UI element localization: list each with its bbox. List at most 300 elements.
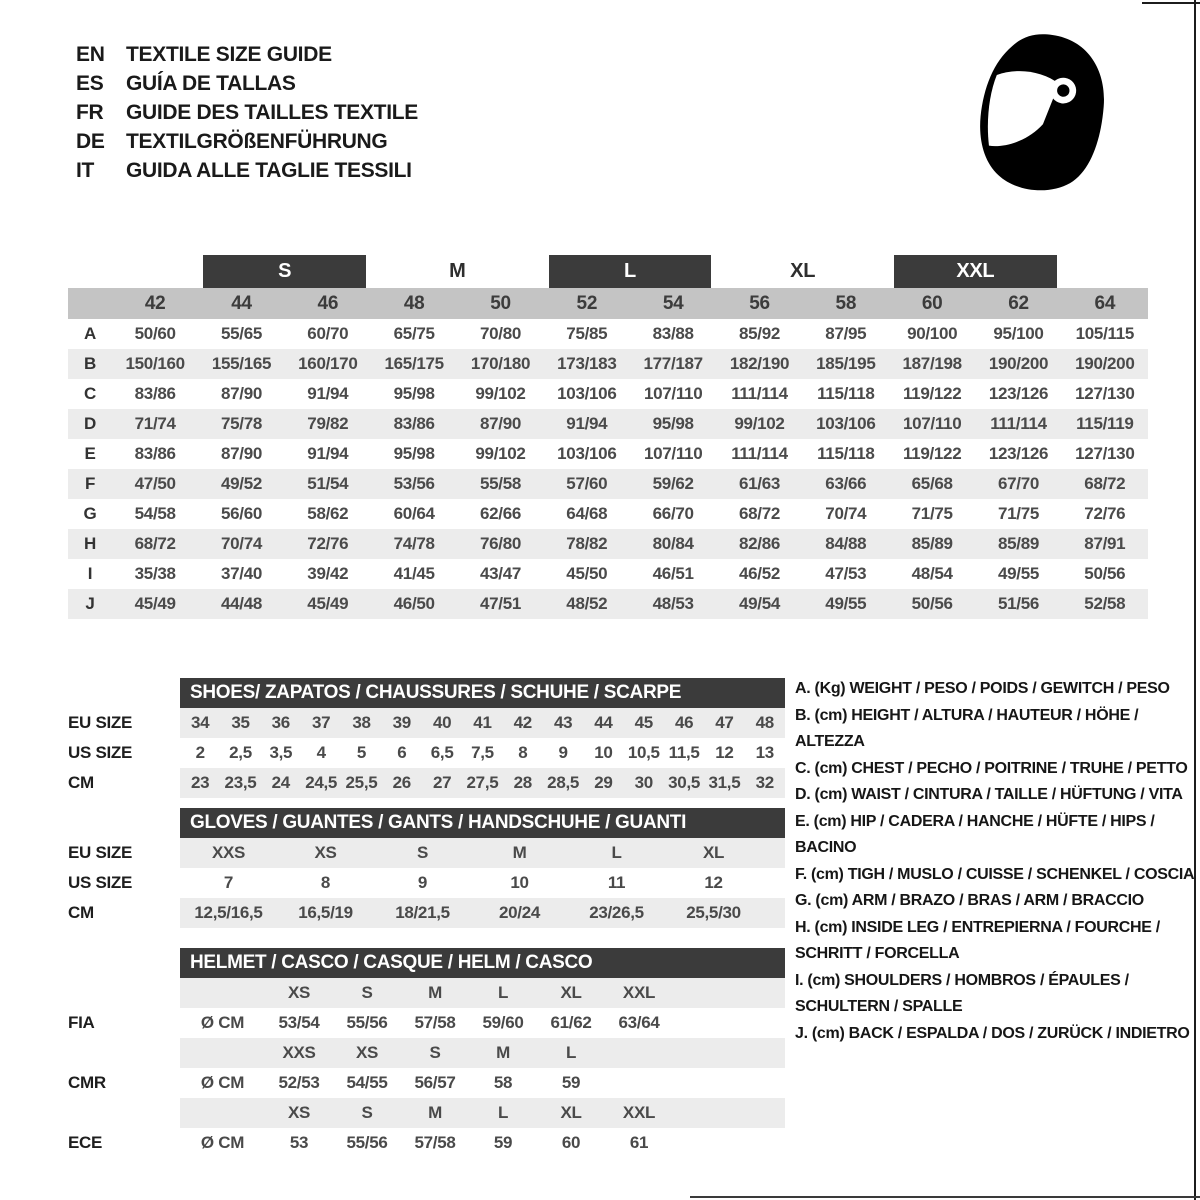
table-cell: 75/85 — [566, 324, 608, 343]
table-cell: 47/50 — [134, 474, 176, 493]
table-cell: 51/54 — [307, 474, 349, 493]
table-cell: 61 — [629, 1133, 649, 1152]
row-filler — [673, 1008, 785, 1038]
table-cell: 2,5 — [229, 743, 252, 762]
table-cell: 13 — [755, 743, 774, 762]
guide-title: GUIDE DES TAILLES TEXTILE — [126, 101, 418, 124]
table-cell: 123/126 — [988, 384, 1049, 403]
table-cell: 68/72 — [738, 504, 781, 523]
table-cell: 63/66 — [825, 474, 867, 493]
table-cell: 75/78 — [220, 414, 263, 433]
shoes-row-us-size — [68, 738, 785, 768]
table-cell: 87/91 — [1084, 534, 1126, 553]
row-values — [180, 1128, 785, 1158]
table-cell: 119/122 — [902, 384, 962, 403]
row-filler — [673, 1128, 785, 1158]
size-label-cell: M — [496, 1043, 510, 1062]
helmet-sizes-row-fia — [68, 978, 785, 1008]
table-cell: 16,5/19 — [298, 903, 353, 922]
table-cell: 48/52 — [566, 594, 608, 613]
table-cell: 72/76 — [307, 534, 349, 553]
table-cell: 8 — [518, 743, 528, 762]
table-cell: 60/64 — [393, 504, 435, 523]
size-number-cell: 58 — [835, 293, 857, 314]
table-cell: 12 — [715, 743, 734, 762]
unit-cell — [180, 1038, 265, 1068]
table-cell: 55/58 — [479, 474, 522, 493]
table-cell: 48/53 — [652, 594, 694, 613]
racing-helmet-icon — [972, 28, 1112, 198]
size-number-cell: 44 — [231, 293, 252, 314]
table-cell: 50/60 — [134, 324, 176, 343]
size-group-s: S — [203, 255, 366, 288]
row-filler — [673, 1098, 785, 1128]
unit-cell — [180, 978, 265, 1008]
standard-label: CMR — [68, 1073, 106, 1092]
table-cell: 95/100 — [993, 324, 1044, 343]
table-cell: XXS — [211, 843, 246, 862]
table-cell: 4 — [316, 743, 326, 762]
table-cell: 115/118 — [817, 444, 875, 463]
unit-cell — [180, 1098, 265, 1128]
language-code: IT — [76, 159, 95, 182]
table-cell: 70/74 — [825, 504, 867, 523]
size-label-cell: XXL — [622, 1103, 656, 1122]
table-cell: 95/98 — [652, 414, 694, 433]
table-cell: 58/62 — [307, 504, 349, 523]
row-label: F — [84, 474, 96, 493]
row-label: US SIZE — [68, 743, 133, 762]
size-label-cell: XXS — [282, 1043, 316, 1062]
table-cell: 9 — [558, 743, 568, 762]
table-cell: 80/84 — [652, 534, 694, 553]
table-cell: 177/187 — [643, 354, 703, 373]
table-cell: 46/51 — [652, 564, 694, 583]
table-cell: 76/80 — [479, 534, 522, 553]
row-values — [180, 1008, 785, 1038]
page-border-bottom-line — [690, 1196, 1200, 1198]
size-label-cell: S — [361, 983, 373, 1002]
table-cell: 68/72 — [134, 534, 176, 553]
size-label-cell: L — [565, 1043, 577, 1062]
table-cell: 35/38 — [134, 564, 176, 583]
gloves-row-cm — [68, 898, 785, 928]
standard-label: FIA — [68, 1013, 95, 1032]
table-cell: 24,5 — [305, 773, 338, 792]
row-label: EU SIZE — [68, 843, 133, 862]
table-cell: 65/75 — [393, 324, 435, 343]
table-cell: 23 — [191, 773, 210, 792]
table-cell: 49/54 — [738, 594, 781, 613]
table-cell: 57/58 — [414, 1133, 456, 1152]
helmet-sizes-row-cmr — [68, 1038, 785, 1068]
table-cell: 87/90 — [220, 444, 263, 463]
table-cell: 83/86 — [134, 444, 176, 463]
table-cell: 79/82 — [307, 414, 349, 433]
size-number-cell: 48 — [403, 293, 425, 314]
table-cell: 105/115 — [1075, 324, 1135, 343]
language-title-item — [76, 127, 418, 156]
table-cell: 78/82 — [566, 534, 608, 553]
table-cell: 7,5 — [471, 743, 494, 762]
table-cell: 95/98 — [393, 384, 435, 403]
table-cell: 182/190 — [729, 354, 790, 373]
measurement-row-j — [68, 589, 1148, 619]
size-number-cell: 54 — [662, 293, 684, 314]
size-number-cell: 56 — [749, 293, 770, 314]
table-cell: 68/72 — [1084, 474, 1126, 493]
table-cell: 85/89 — [911, 534, 953, 553]
row-values — [180, 1038, 785, 1068]
table-cell: 30,5 — [668, 773, 701, 792]
shoes-size-table — [68, 678, 785, 798]
guide-title: TEXTILE SIZE GUIDE — [126, 43, 332, 66]
measurement-legend — [795, 676, 1195, 1047]
language-code: EN — [76, 43, 105, 66]
size-label-cell — [605, 1038, 673, 1068]
measurement-row-e — [68, 439, 1148, 469]
row-filler — [673, 978, 785, 1008]
language-code: FR — [76, 101, 104, 124]
table-cell: 127/130 — [1075, 384, 1135, 403]
table-cell: 47/51 — [479, 594, 522, 613]
shoes-table-title: SHOES/ ZAPATOS / CHAUSSURES / SCHUHE / SCARPE — [180, 678, 785, 708]
row-label: J — [85, 594, 95, 613]
table-cell: 28 — [513, 773, 532, 792]
table-cell: 30 — [634, 773, 653, 792]
table-cell: 66/70 — [652, 504, 694, 523]
table-cell: 119/122 — [902, 444, 962, 463]
language-code: ES — [76, 72, 104, 95]
guide-title: GUÍA DE TALLAS — [126, 72, 296, 95]
table-cell: 111/114 — [731, 444, 788, 463]
table-cell: 150/160 — [125, 354, 185, 373]
table-cell: 59 — [493, 1133, 513, 1152]
table-cell: 55/65 — [220, 324, 263, 343]
table-cell: 123/126 — [988, 444, 1049, 463]
table-cell: 39 — [392, 713, 411, 732]
guide-title: GUIDA ALLE TAGLIE TESSILI — [126, 159, 412, 182]
table-cell: 48 — [755, 713, 774, 732]
table-cell: 107/110 — [643, 384, 703, 403]
size-number-cell: 42 — [144, 293, 166, 314]
table-cell: 10,5 — [627, 743, 660, 762]
table-cell: 91/94 — [307, 444, 349, 463]
table-cell: 5 — [356, 743, 367, 762]
table-cell: 67/70 — [997, 474, 1040, 493]
table-cell: 41/45 — [393, 564, 435, 583]
table-cell: 190/200 — [988, 354, 1049, 373]
table-cell: 85/92 — [738, 324, 781, 343]
size-label-cell: S — [361, 1103, 373, 1122]
table-cell: 12 — [704, 873, 723, 892]
size-number-row — [68, 288, 1148, 319]
table-cell: 185/195 — [816, 354, 876, 373]
table-cell: 82/86 — [738, 534, 781, 553]
table-cell: 49/55 — [825, 594, 867, 613]
table-cell: 25,5/30 — [686, 903, 741, 922]
measurement-row-b — [68, 349, 1148, 379]
table-cell: 42 — [513, 713, 532, 732]
table-cell: 55/56 — [346, 1013, 388, 1032]
size-label-cell: XS — [287, 983, 311, 1002]
table-cell: 25,5 — [345, 773, 378, 792]
gloves-table-title: GLOVES / GUANTES / GANTS / HANDSCHUHE / GUANTI — [180, 808, 785, 838]
table-cell — [605, 1068, 673, 1098]
table-cell: 46/50 — [393, 594, 435, 613]
table-cell: 115/118 — [817, 384, 875, 403]
row-values — [180, 1068, 785, 1098]
size-label-cell: L — [497, 983, 509, 1002]
table-cell: 63/64 — [618, 1013, 660, 1032]
helmet-values-row-cmr — [68, 1068, 785, 1098]
row-filler — [762, 868, 785, 898]
table-cell: 53/56 — [393, 474, 435, 493]
table-cell: 95/98 — [393, 444, 435, 463]
table-cell: 2 — [195, 743, 205, 762]
row-values — [180, 708, 785, 738]
table-cell: M — [512, 843, 527, 862]
legend-item-j: J. (cm) BACK / ESPALDA / DOS / ZURÜCK / INDIETRO — [795, 1024, 1190, 1042]
row-label: G — [83, 504, 97, 523]
guide-title: TEXTILGRÖßENFÜHRUNG — [126, 130, 388, 153]
table-cell: 90/100 — [907, 324, 958, 343]
table-cell: L — [611, 843, 622, 862]
table-cell: 3,5 — [269, 743, 293, 762]
table-cell: 84/88 — [825, 534, 867, 553]
table-cell: 111/114 — [990, 414, 1047, 433]
table-cell: 51/56 — [997, 594, 1040, 613]
table-cell: XL — [702, 843, 725, 862]
table-cell: 60 — [561, 1133, 581, 1152]
row-label: C — [84, 384, 96, 403]
table-cell: 91/94 — [566, 414, 608, 433]
gloves-row-us-size — [68, 868, 785, 898]
size-group-m: M — [449, 260, 466, 282]
size-number-cell: 62 — [1008, 293, 1029, 314]
table-cell: 87/95 — [825, 324, 867, 343]
row-values — [180, 768, 785, 798]
table-cell: 38 — [352, 713, 371, 732]
table-cell: 7 — [223, 873, 234, 892]
measurement-row-f — [68, 469, 1148, 499]
size-label-cell: L — [497, 1103, 509, 1122]
legend-item-d: D. (cm) WAIST / CINTURA / TAILLE / HÜFTUNG / VITA — [795, 786, 1183, 803]
table-cell: 26 — [392, 773, 411, 792]
table-cell: 48/54 — [911, 564, 953, 583]
table-cell: 87/90 — [220, 384, 263, 403]
size-group-xl: XL — [790, 260, 816, 282]
size-label-cell: M — [428, 983, 442, 1002]
table-cell: 46 — [674, 713, 694, 732]
table-cell: 32 — [755, 773, 774, 792]
table-cell: 60/70 — [307, 324, 349, 343]
table-cell: 103/106 — [557, 384, 617, 403]
table-cell: 71/74 — [134, 414, 176, 433]
row-filler — [762, 898, 785, 928]
measurement-row-h — [68, 529, 1148, 559]
row-label — [68, 1098, 180, 1128]
table-cell: 43 — [553, 713, 573, 732]
table-cell: 10 — [510, 873, 529, 892]
table-cell: 59/62 — [652, 474, 694, 493]
table-cell: 6,5 — [430, 743, 454, 762]
size-label-cell: XS — [287, 1103, 311, 1122]
table-cell: 70/80 — [479, 324, 522, 343]
row-filler — [673, 1068, 785, 1098]
table-cell: 65/68 — [911, 474, 953, 493]
legend-item-i: I. (cm) SHOULDERS / HOMBROS / ÉPAULES / SCHULTERN / SPALLE — [795, 971, 1129, 1015]
row-label: CM — [68, 773, 94, 792]
table-cell: 9 — [417, 873, 428, 892]
shoes-row-cm — [68, 768, 785, 798]
table-cell: 71/75 — [911, 504, 953, 523]
size-group-spacer — [68, 255, 198, 288]
legend-item-c: C. (cm) CHEST / PECHO / POITRINE / TRUHE / PETTO — [795, 759, 1188, 777]
table-cell: 52/58 — [1084, 594, 1126, 613]
table-cell: 99/102 — [734, 414, 785, 433]
table-cell: 53 — [289, 1133, 309, 1152]
row-label: I — [87, 564, 93, 583]
table-cell: 83/86 — [393, 414, 435, 433]
table-cell: 83/86 — [134, 384, 176, 403]
size-number-cell: 60 — [921, 293, 943, 314]
table-cell: 24 — [271, 773, 290, 792]
helmet-sizes-row-ece — [68, 1098, 785, 1128]
table-cell: 20/24 — [498, 903, 541, 922]
size-label-cell: XL — [560, 983, 582, 1002]
size-group-xxl: XXL — [894, 255, 1057, 288]
table-cell: 34 — [191, 713, 210, 732]
table-cell: 173/183 — [557, 354, 617, 373]
legend-item-f: F. (cm) TIGH / MUSLO / CUISSE / SCHENKEL / COSCIA — [795, 865, 1195, 883]
table-cell: 103/106 — [557, 444, 617, 463]
table-cell: 10 — [594, 743, 613, 762]
row-label — [68, 978, 180, 1008]
unit-cell: Ø CM — [200, 1133, 245, 1152]
table-cell: 40 — [432, 713, 452, 732]
size-label-cell: S — [429, 1043, 441, 1062]
shoes-row-eu-size — [68, 708, 785, 738]
table-cell: 11,5 — [668, 743, 700, 762]
measurement-row-c — [68, 379, 1148, 409]
table-cell: 160/170 — [298, 354, 358, 373]
table-cell: 28,5 — [547, 773, 580, 792]
helmet-size-table — [68, 948, 785, 1158]
row-label: CM — [68, 903, 94, 922]
language-title-item — [76, 40, 418, 69]
table-cell: 190/200 — [1075, 354, 1135, 373]
language-title-list — [76, 40, 418, 185]
row-label: E — [84, 444, 96, 463]
table-cell: 45/50 — [566, 564, 608, 583]
table-cell: 45/49 — [307, 594, 349, 613]
table-cell: 45 — [634, 713, 653, 732]
table-cell: 27,5 — [466, 773, 499, 792]
table-cell: 74/78 — [393, 534, 435, 553]
table-cell: 23,5 — [224, 773, 257, 792]
table-cell: 64/68 — [566, 504, 608, 523]
table-cell: 53/54 — [278, 1013, 320, 1032]
size-number-cell: 64 — [1094, 293, 1116, 314]
row-values — [180, 738, 785, 768]
table-cell: 49/52 — [220, 474, 263, 493]
row-values — [180, 898, 785, 928]
measurement-row-i — [68, 559, 1148, 589]
size-number-cell: 52 — [576, 293, 598, 314]
table-cell: 57/60 — [566, 474, 608, 493]
table-cell: 44/48 — [220, 594, 263, 613]
size-label-cell: XL — [560, 1103, 582, 1122]
size-label-cell: XS — [355, 1043, 379, 1062]
table-cell: 47 — [715, 713, 734, 732]
gloves-row-eu-size — [68, 838, 785, 868]
table-cell: 170/180 — [470, 354, 531, 373]
table-cell: 36 — [271, 713, 290, 732]
legend-item-a: A. (Kg) WEIGHT / PESO / POIDS / GEWITCH / PESO — [795, 680, 1170, 697]
helmet-values-row-fia — [68, 1008, 785, 1038]
table-cell: 54/58 — [134, 504, 176, 523]
row-label: B — [84, 354, 96, 373]
table-cell: 165/175 — [384, 354, 444, 373]
table-cell: 59 — [561, 1073, 581, 1092]
row-values — [180, 1098, 785, 1128]
size-number-cell: 46 — [317, 293, 339, 314]
legend-item-e: E. (cm) HIP / CADERA / HANCHE / HÜFTE / HIPS / BACINO — [795, 812, 1155, 856]
legend-item-b: B. (cm) HEIGHT / ALTURA / HAUTEUR / HÖHE / ALTEZZA — [795, 706, 1139, 750]
table-cell: 127/130 — [1075, 444, 1135, 463]
gloves-size-table — [68, 808, 785, 928]
measurement-row-a — [68, 319, 1148, 349]
table-cell: 27 — [432, 773, 452, 792]
row-label: H — [84, 534, 96, 553]
table-cell: 50/56 — [1084, 564, 1126, 583]
table-cell: 12,5/16,5 — [194, 903, 263, 922]
row-label: A — [84, 324, 96, 343]
table-cell: 72/76 — [1084, 504, 1126, 523]
table-cell: 6 — [397, 743, 407, 762]
table-cell: 107/110 — [902, 414, 962, 433]
legend-item-g: G. (cm) ARM / BRAZO / BRAS / ARM / BRACCIO — [795, 892, 1144, 909]
table-cell: 44 — [594, 713, 613, 732]
table-cell: 56/60 — [220, 504, 263, 523]
measurement-row-d — [68, 409, 1148, 439]
size-number-cell: 50 — [490, 293, 511, 314]
table-cell: S — [416, 843, 429, 862]
helmet-table-title: HELMET / CASCO / CASQUE / HELM / CASCO — [180, 948, 785, 978]
measurement-row-g — [68, 499, 1148, 529]
row-label: US SIZE — [68, 873, 133, 892]
table-cell: 71/75 — [997, 504, 1040, 523]
table-cell: 59/60 — [482, 1013, 524, 1032]
table-cell: 62/66 — [479, 504, 522, 523]
size-label-cell: XXL — [622, 983, 656, 1002]
table-cell: 8 — [320, 873, 331, 892]
table-cell: 91/94 — [307, 384, 349, 403]
page-border-right-line — [1194, 0, 1196, 1200]
table-cell: 107/110 — [643, 444, 703, 463]
size-label-cell: M — [428, 1103, 442, 1122]
table-cell: 57/58 — [414, 1013, 456, 1032]
language-title-item — [76, 98, 418, 127]
table-cell: 99/102 — [475, 444, 526, 463]
language-title-item — [76, 156, 418, 185]
table-cell: 115/119 — [1076, 414, 1134, 433]
corner-cell — [68, 288, 112, 319]
table-cell: 37/40 — [220, 564, 263, 583]
helmet-values-row-ece — [68, 1128, 785, 1158]
row-label: EU SIZE — [68, 713, 133, 732]
